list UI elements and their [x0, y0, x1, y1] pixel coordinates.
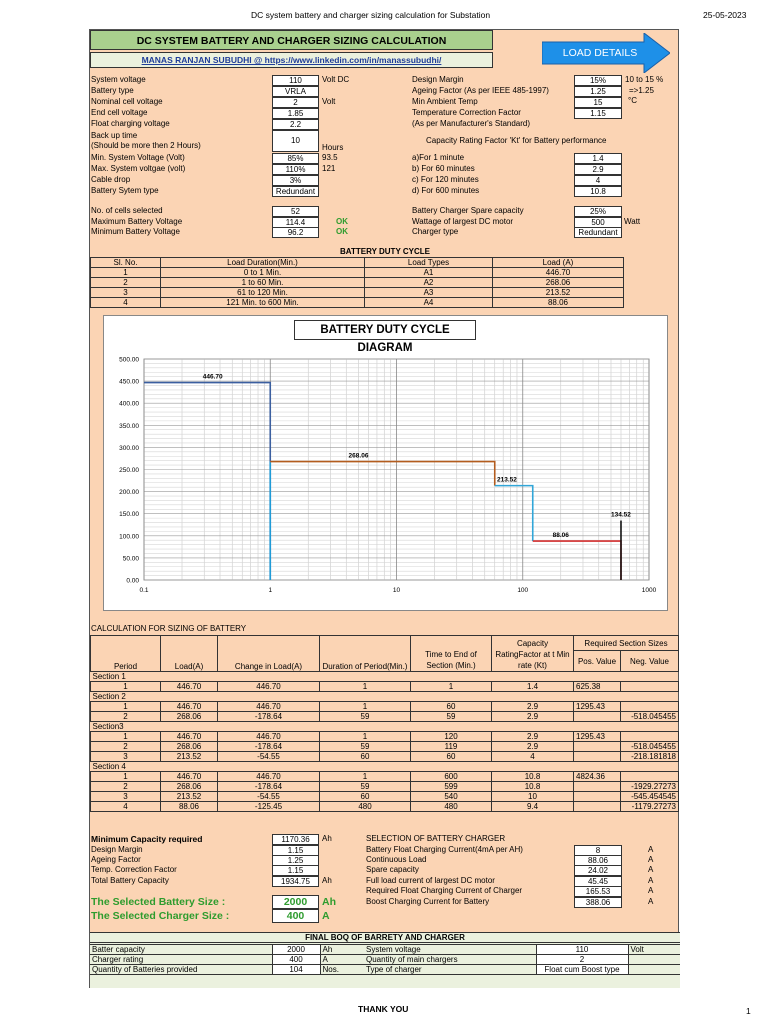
param-label: Temperature Correction Factor [412, 108, 521, 117]
kt-value[interactable]: 2.9 [574, 164, 622, 175]
table-cell: 2.9 [492, 742, 574, 752]
y-tick-label: 150.00 [119, 511, 139, 519]
table-cell: 446.70 [161, 702, 218, 712]
boq-label: Quantity of Batteries provided [90, 965, 272, 975]
boq-label: Batter capacity [90, 945, 272, 955]
y-tick-label: 400.00 [119, 400, 139, 408]
table-cell: A4 [365, 298, 493, 308]
cells-label: No. of cells selected [91, 206, 163, 215]
battery-size-value[interactable]: 2000 [272, 895, 319, 909]
footer-thank-you: THANK YOU [358, 1004, 409, 1014]
table-row [91, 278, 624, 288]
column-header: Change in Load(A) [218, 636, 320, 672]
table-cell: 0 to 1 Min. [161, 268, 365, 278]
data-label: 134.52 [611, 511, 631, 519]
capacity-value[interactable]: 1.15 [272, 845, 319, 856]
param-label: Min Ambient Temp [412, 97, 478, 106]
backup-unit: Hours [322, 143, 344, 152]
section-row [91, 722, 679, 732]
table-cell: 10.8 [492, 772, 574, 782]
table-cell: 540 [411, 792, 492, 802]
kt-label: b) For 60 minutes [412, 164, 475, 173]
charger-size-value[interactable]: 400 [272, 909, 319, 923]
duty-cycle-title: BATTERY DUTY CYCLE [340, 247, 430, 256]
table-cell: A3 [365, 288, 493, 298]
boq-label: System voltage [364, 945, 536, 955]
table-cell: 268.06 [161, 742, 218, 752]
param-value[interactable]: 3% [272, 175, 319, 186]
charger-selection-heading: SELECTION OF BATTERY CHARGER [366, 834, 506, 843]
table-cell: 60 [411, 702, 492, 712]
boq-label: Charger rating [90, 955, 272, 965]
table-cell: 59 [320, 712, 411, 722]
table-cell: 4 [91, 802, 161, 812]
column-header: Duration of Period(Min.) [320, 636, 411, 672]
table-row [91, 732, 679, 742]
table-cell: 119 [411, 742, 492, 752]
x-tick-label: 1 [268, 587, 273, 594]
table-cell: 446.70 [218, 682, 320, 692]
page-header-title: DC system battery and charger sizing calculation for Substation [251, 10, 491, 20]
table-cell: 1 to 60 Min. [161, 278, 365, 288]
table-cell: 60 [411, 752, 492, 762]
page-date: 25-05-2023 [703, 10, 747, 20]
charger-selection-unit: A [648, 865, 654, 874]
table-row [91, 268, 624, 278]
min-capacity-label: Minimum Capacity required [91, 834, 203, 844]
column-header: Period [91, 636, 161, 672]
param-label: Float charging voltage [91, 119, 170, 128]
calculation-sheet [89, 29, 679, 988]
table-cell: 61 to 120 Min. [161, 288, 365, 298]
boq-row [90, 955, 680, 965]
x-tick-label: 10 [392, 587, 401, 594]
section-label: Section 2 [91, 692, 679, 702]
y-tick-label: 300.00 [119, 444, 139, 452]
backup-label: Back up time [91, 131, 138, 140]
table-cell: 446.70 [218, 702, 320, 712]
boq-row [90, 945, 680, 955]
param-label: End cell voltage [91, 108, 148, 117]
table-row [91, 712, 679, 722]
cells-value[interactable]: 114.4 [272, 217, 319, 228]
table-cell: 4824.36 [574, 772, 621, 782]
table-cell: 268.06 [161, 712, 218, 722]
table-header-row [91, 258, 624, 268]
table-cell: 2 [91, 742, 161, 752]
charger-selection-value[interactable]: 24.02 [574, 865, 622, 876]
column-header: Capacity RatingFactor at t Min rate (Kt) [492, 636, 574, 672]
capacity-value[interactable]: 1934.75 [272, 876, 319, 887]
table-cell [574, 712, 621, 722]
charger-selection-label: Full load current of largest DC motor [366, 876, 495, 885]
table-cell: 59 [320, 782, 411, 792]
charger-size-label: The Selected Charger Size : [91, 910, 230, 922]
param-unit: °C [628, 96, 637, 105]
boq-label: Quantity of main chargers [364, 955, 536, 965]
param-label: Nominal cell voltage [91, 97, 163, 106]
table-cell: 121 Min. to 600 Min. [161, 298, 365, 308]
boq-unit: Volt [628, 945, 680, 955]
table-cell: 446.70 [161, 732, 218, 742]
y-tick-label: 50.00 [122, 555, 139, 563]
section-row [91, 672, 679, 682]
table-cell: 213.52 [161, 792, 218, 802]
charger-selection-value[interactable]: 388.06 [574, 897, 622, 908]
table-cell: 2 [91, 712, 161, 722]
charger-param-value[interactable]: Redundant [574, 227, 622, 238]
table-cell [574, 802, 621, 812]
table-cell: 599 [411, 782, 492, 792]
charger-selection-unit: A [648, 886, 654, 895]
column-header: Load(A) [161, 636, 218, 672]
table-cell [621, 682, 679, 692]
table-cell: 88.06 [493, 298, 624, 308]
table-cell: 625.38 [574, 682, 621, 692]
table-cell: 2 [91, 782, 161, 792]
table-cell: 88.06 [161, 802, 218, 812]
min-capacity-unit: Ah [322, 834, 332, 843]
kt-label: c) For 120 minutes [412, 175, 479, 184]
table-cell: -218.181818 [621, 752, 679, 762]
table-row [91, 288, 624, 298]
table-cell: 446.70 [161, 682, 218, 692]
table-cell: A1 [365, 268, 493, 278]
y-tick-label: 500.00 [119, 356, 139, 364]
table-cell: 1 [91, 268, 161, 278]
load-details-button[interactable] [542, 33, 670, 73]
table-cell: 1 [91, 772, 161, 782]
column-header: Load Types [365, 258, 493, 268]
table-cell: -125.45 [218, 802, 320, 812]
boq-unit: A [320, 955, 364, 965]
chart-plot [104, 316, 667, 610]
sheet-title: DC SYSTEM BATTERY AND CHARGER SIZING CALCULATION [90, 30, 493, 50]
y-tick-label: 0.00 [126, 577, 139, 585]
boq-unit [628, 955, 680, 965]
charger-selection-value[interactable]: 88.06 [574, 855, 622, 866]
data-label: 88.06 [552, 532, 569, 540]
capacity-label: Total Battery Capacity [91, 876, 169, 885]
table-cell: 1.4 [492, 682, 574, 692]
cells-value[interactable]: 96.2 [272, 227, 319, 238]
y-tick-label: 350.00 [119, 422, 139, 430]
table-cell [621, 772, 679, 782]
boq-table [90, 944, 680, 975]
capacity-label: Ageing Factor [91, 855, 141, 864]
table-cell: 1 [320, 682, 411, 692]
table-cell: 10 [492, 792, 574, 802]
section-label: Section 4 [91, 762, 679, 772]
column-header: Load Duration(Min.) [161, 258, 365, 268]
cells-value[interactable]: 52 [272, 206, 319, 217]
table-cell: 446.70 [218, 732, 320, 742]
param-label: Design Margin [412, 75, 464, 84]
charger-selection-unit: A [648, 876, 654, 885]
table-cell: 120 [411, 732, 492, 742]
table-cell: 2.9 [492, 732, 574, 742]
table-cell: 4 [492, 752, 574, 762]
charger-param-label: Battery Charger Spare capacity [412, 206, 524, 215]
param-label: System voltage [91, 75, 146, 84]
table-cell: 4 [91, 298, 161, 308]
duty-cycle-chart [103, 315, 668, 611]
param-value[interactable]: 1.15 [574, 108, 622, 119]
data-label: 446.70 [202, 373, 223, 381]
param-label: Max. System voltgae (volt) [91, 164, 186, 173]
boq-unit: Nos. [320, 965, 364, 975]
charger-selection-value[interactable]: 45.45 [574, 876, 622, 887]
table-cell: 3 [91, 792, 161, 802]
table-row [91, 792, 679, 802]
charger-selection-value[interactable]: 165.53 [574, 886, 622, 897]
table-cell: A2 [365, 278, 493, 288]
param-unit: 121 [322, 164, 336, 173]
required-section-header: Required Section Sizes [574, 636, 679, 651]
table-cell: -1929.27273 [621, 782, 679, 792]
section-label: Section3 [91, 722, 679, 732]
table-cell: 2.9 [492, 712, 574, 722]
table-cell [574, 752, 621, 762]
boq-value: 400 [272, 955, 320, 965]
data-label: 268.06 [348, 452, 369, 460]
table-cell: 446.70 [161, 772, 218, 782]
charger-selection-unit: A [648, 897, 654, 906]
param-value[interactable]: 85% [272, 153, 319, 164]
charger-param-unit: Watt [624, 217, 641, 226]
boq-unit [628, 965, 680, 975]
param-unit: 10 to 15 % [625, 75, 664, 84]
ok-status: OK [336, 227, 348, 236]
y-tick-label: 100.00 [119, 533, 139, 541]
param-label: Ageing Factor (As per IEEE 485-1997) [412, 86, 549, 95]
table-cell: 480 [411, 802, 492, 812]
backup-value[interactable]: 10 [272, 130, 319, 152]
calc-title: CALCULATION FOR SIZING OF BATTERY [91, 624, 247, 633]
duty-cycle-table [90, 257, 624, 308]
charger-param-label: Charger type [412, 227, 459, 236]
param-unit: Volt DC [322, 75, 350, 84]
data-label: 213.52 [497, 476, 517, 484]
table-cell: 1295.43 [574, 732, 621, 742]
table-cell: 3 [91, 288, 161, 298]
charger-selection-label: Required Float Charging Current of Charger [366, 886, 523, 895]
table-cell: 60 [320, 792, 411, 802]
table-row [91, 682, 679, 692]
table-cell: 59 [320, 742, 411, 752]
param-value[interactable]: 1.25 [574, 86, 622, 97]
table-cell: 213.52 [161, 752, 218, 762]
table-cell: -1179.27273 [621, 802, 679, 812]
kt-label: d) For 600 minutes [412, 186, 480, 195]
column-header: Time to End of Section (Min.) [411, 636, 492, 672]
table-cell: -178.64 [218, 742, 320, 752]
y-tick-label: 200.00 [119, 489, 139, 497]
charger-selection-label: Boost Charging Current for Battery [366, 897, 490, 906]
param-label: Battery type [91, 86, 134, 95]
table-cell: 1 [411, 682, 492, 692]
table-cell: 268.06 [493, 278, 624, 288]
table-cell: 9.4 [492, 802, 574, 812]
capacity-value[interactable]: 1.15 [272, 865, 319, 876]
table-cell: 1 [91, 732, 161, 742]
table-row [91, 702, 679, 712]
table-cell [574, 782, 621, 792]
charger-selection-label: Battery Float Charging Current(4mA per AH) [366, 845, 523, 854]
table-cell: 268.06 [161, 782, 218, 792]
kt-value[interactable]: 10.8 [574, 186, 622, 197]
charger-selection-unit: A [648, 855, 654, 864]
page-number: 1 [746, 1006, 751, 1016]
charger-selection-label: Spare capacity [366, 865, 419, 874]
cells-label: Minimum Battery Voltage [91, 227, 180, 236]
table-cell: -54.55 [218, 752, 320, 762]
param-note: (As per Manufacturer's Standard) [412, 119, 531, 128]
table-cell: -545.454545 [621, 792, 679, 802]
table-cell: 480 [320, 802, 411, 812]
table-row [91, 742, 679, 752]
column-header: Pos. Value [574, 651, 621, 672]
section-row [91, 692, 679, 702]
table-cell: -54.55 [218, 792, 320, 802]
table-cell [574, 742, 621, 752]
column-header: Neg. Value [621, 651, 679, 672]
capacity-label: Design Margin [91, 845, 143, 854]
param-value[interactable]: 15% [574, 75, 622, 86]
capacity-label: Temp. Correction Factor [91, 865, 177, 874]
capacity-unit: Ah [322, 876, 332, 885]
table-cell: 10.8 [492, 782, 574, 792]
boq-value: 104 [272, 965, 320, 975]
charger-selection-value[interactable]: 8 [574, 845, 622, 856]
x-tick-label: 1000 [641, 587, 657, 594]
table-cell: 1295.43 [574, 702, 621, 712]
min-capacity-value[interactable]: 1170.36 [272, 834, 319, 845]
param-value[interactable]: 110% [272, 164, 319, 175]
capacity-value[interactable]: 1.25 [272, 855, 319, 866]
table-cell: 3 [91, 752, 161, 762]
backup-note: (Should be more then 2 Hours) [91, 141, 201, 150]
table-cell: 59 [411, 712, 492, 722]
param-value[interactable]: 1.85 [272, 108, 319, 119]
table-cell [574, 792, 621, 802]
table-cell [621, 702, 679, 712]
boq-value: 2000 [272, 945, 320, 955]
table-row [91, 298, 624, 308]
column-header: Load (A) [493, 258, 624, 268]
kt-heading: Capacity Rating Factor 'Kt' for Battery performance [426, 136, 607, 145]
table-cell: -518.045455 [621, 712, 679, 722]
calc-header-row [91, 636, 679, 651]
charger-size-unit: A [322, 910, 330, 922]
charger-param-label: Wattage of largest DC motor [412, 217, 514, 226]
kt-value[interactable]: 4 [574, 175, 622, 186]
boq-label: Type of charger [364, 965, 536, 975]
table-cell: 60 [320, 752, 411, 762]
table-row [91, 782, 679, 792]
table-cell: 1 [320, 702, 411, 712]
boq-value: 2 [536, 955, 628, 965]
section-row [91, 762, 679, 772]
boq-value: Float cum Boost type [536, 965, 628, 975]
table-cell: -178.64 [218, 782, 320, 792]
param-unit: 93.5 [322, 153, 338, 162]
table-cell: 2 [91, 278, 161, 288]
table-cell: 1 [91, 702, 161, 712]
param-value[interactable]: 2.2 [272, 119, 319, 130]
param-unit: Volt [322, 97, 336, 106]
table-cell: 600 [411, 772, 492, 782]
table-cell: 446.70 [493, 268, 624, 278]
param-label: Battery Sytem type [91, 186, 159, 195]
battery-sizing-table [90, 635, 679, 812]
table-row [91, 752, 679, 762]
boq-row [90, 965, 680, 975]
charger-selection-unit: A [648, 845, 654, 854]
chart-title: BATTERY DUTY CYCLE DIAGRAM [294, 320, 476, 340]
table-cell: 1 [320, 772, 411, 782]
column-header: Sl. No. [91, 258, 161, 268]
boq-unit: Ah [320, 945, 364, 955]
table-cell: -178.64 [218, 712, 320, 722]
table-cell: 1 [91, 682, 161, 692]
boq-value: 110 [536, 945, 628, 955]
x-tick-label: 0.1 [139, 587, 149, 594]
battery-size-label: The Selected Battery Size : [91, 896, 226, 908]
table-row [91, 802, 679, 812]
param-value[interactable]: Redundant [272, 186, 319, 197]
table-cell: 446.70 [218, 772, 320, 782]
load-details-label: LOAD DETAILS [562, 47, 638, 59]
author-link[interactable]: MANAS RANJAN SUBUDHI @ https://www.linkedin.com/in/manassubudhi/ [90, 52, 493, 68]
ok-status: OK [336, 217, 348, 226]
param-unit: =>1.25 [629, 86, 654, 95]
charger-param-value[interactable]: 500 [574, 217, 622, 228]
charger-param-value[interactable]: 25% [574, 206, 622, 217]
boq-title: FINAL BOQ OF BARRETY AND CHARGER [90, 932, 680, 943]
charger-selection-label: Continuous Load [366, 855, 427, 864]
table-row [91, 772, 679, 782]
battery-size-unit: Ah [322, 896, 336, 908]
table-cell: 1 [320, 732, 411, 742]
table-cell [621, 732, 679, 742]
y-tick-label: 450.00 [119, 378, 139, 386]
param-value[interactable]: VRLA [272, 86, 319, 97]
param-value[interactable]: 15 [574, 97, 622, 108]
table-cell: 2.9 [492, 702, 574, 712]
y-tick-label: 250.00 [119, 467, 139, 474]
param-label: Min. System Voltage (Volt) [91, 153, 185, 162]
param-label: Cable drop [91, 175, 131, 184]
section-label: Section 1 [91, 672, 679, 682]
table-cell: 213.52 [493, 288, 624, 298]
param-value[interactable]: 110 [272, 75, 319, 86]
cells-label: Maximum Battery Voltage [91, 217, 183, 226]
table-cell: -518.045455 [621, 742, 679, 752]
kt-label: a)For 1 minute [412, 153, 465, 162]
kt-value[interactable]: 1.4 [574, 153, 622, 164]
param-value[interactable]: 2 [272, 97, 319, 108]
x-tick-label: 100 [517, 587, 529, 594]
